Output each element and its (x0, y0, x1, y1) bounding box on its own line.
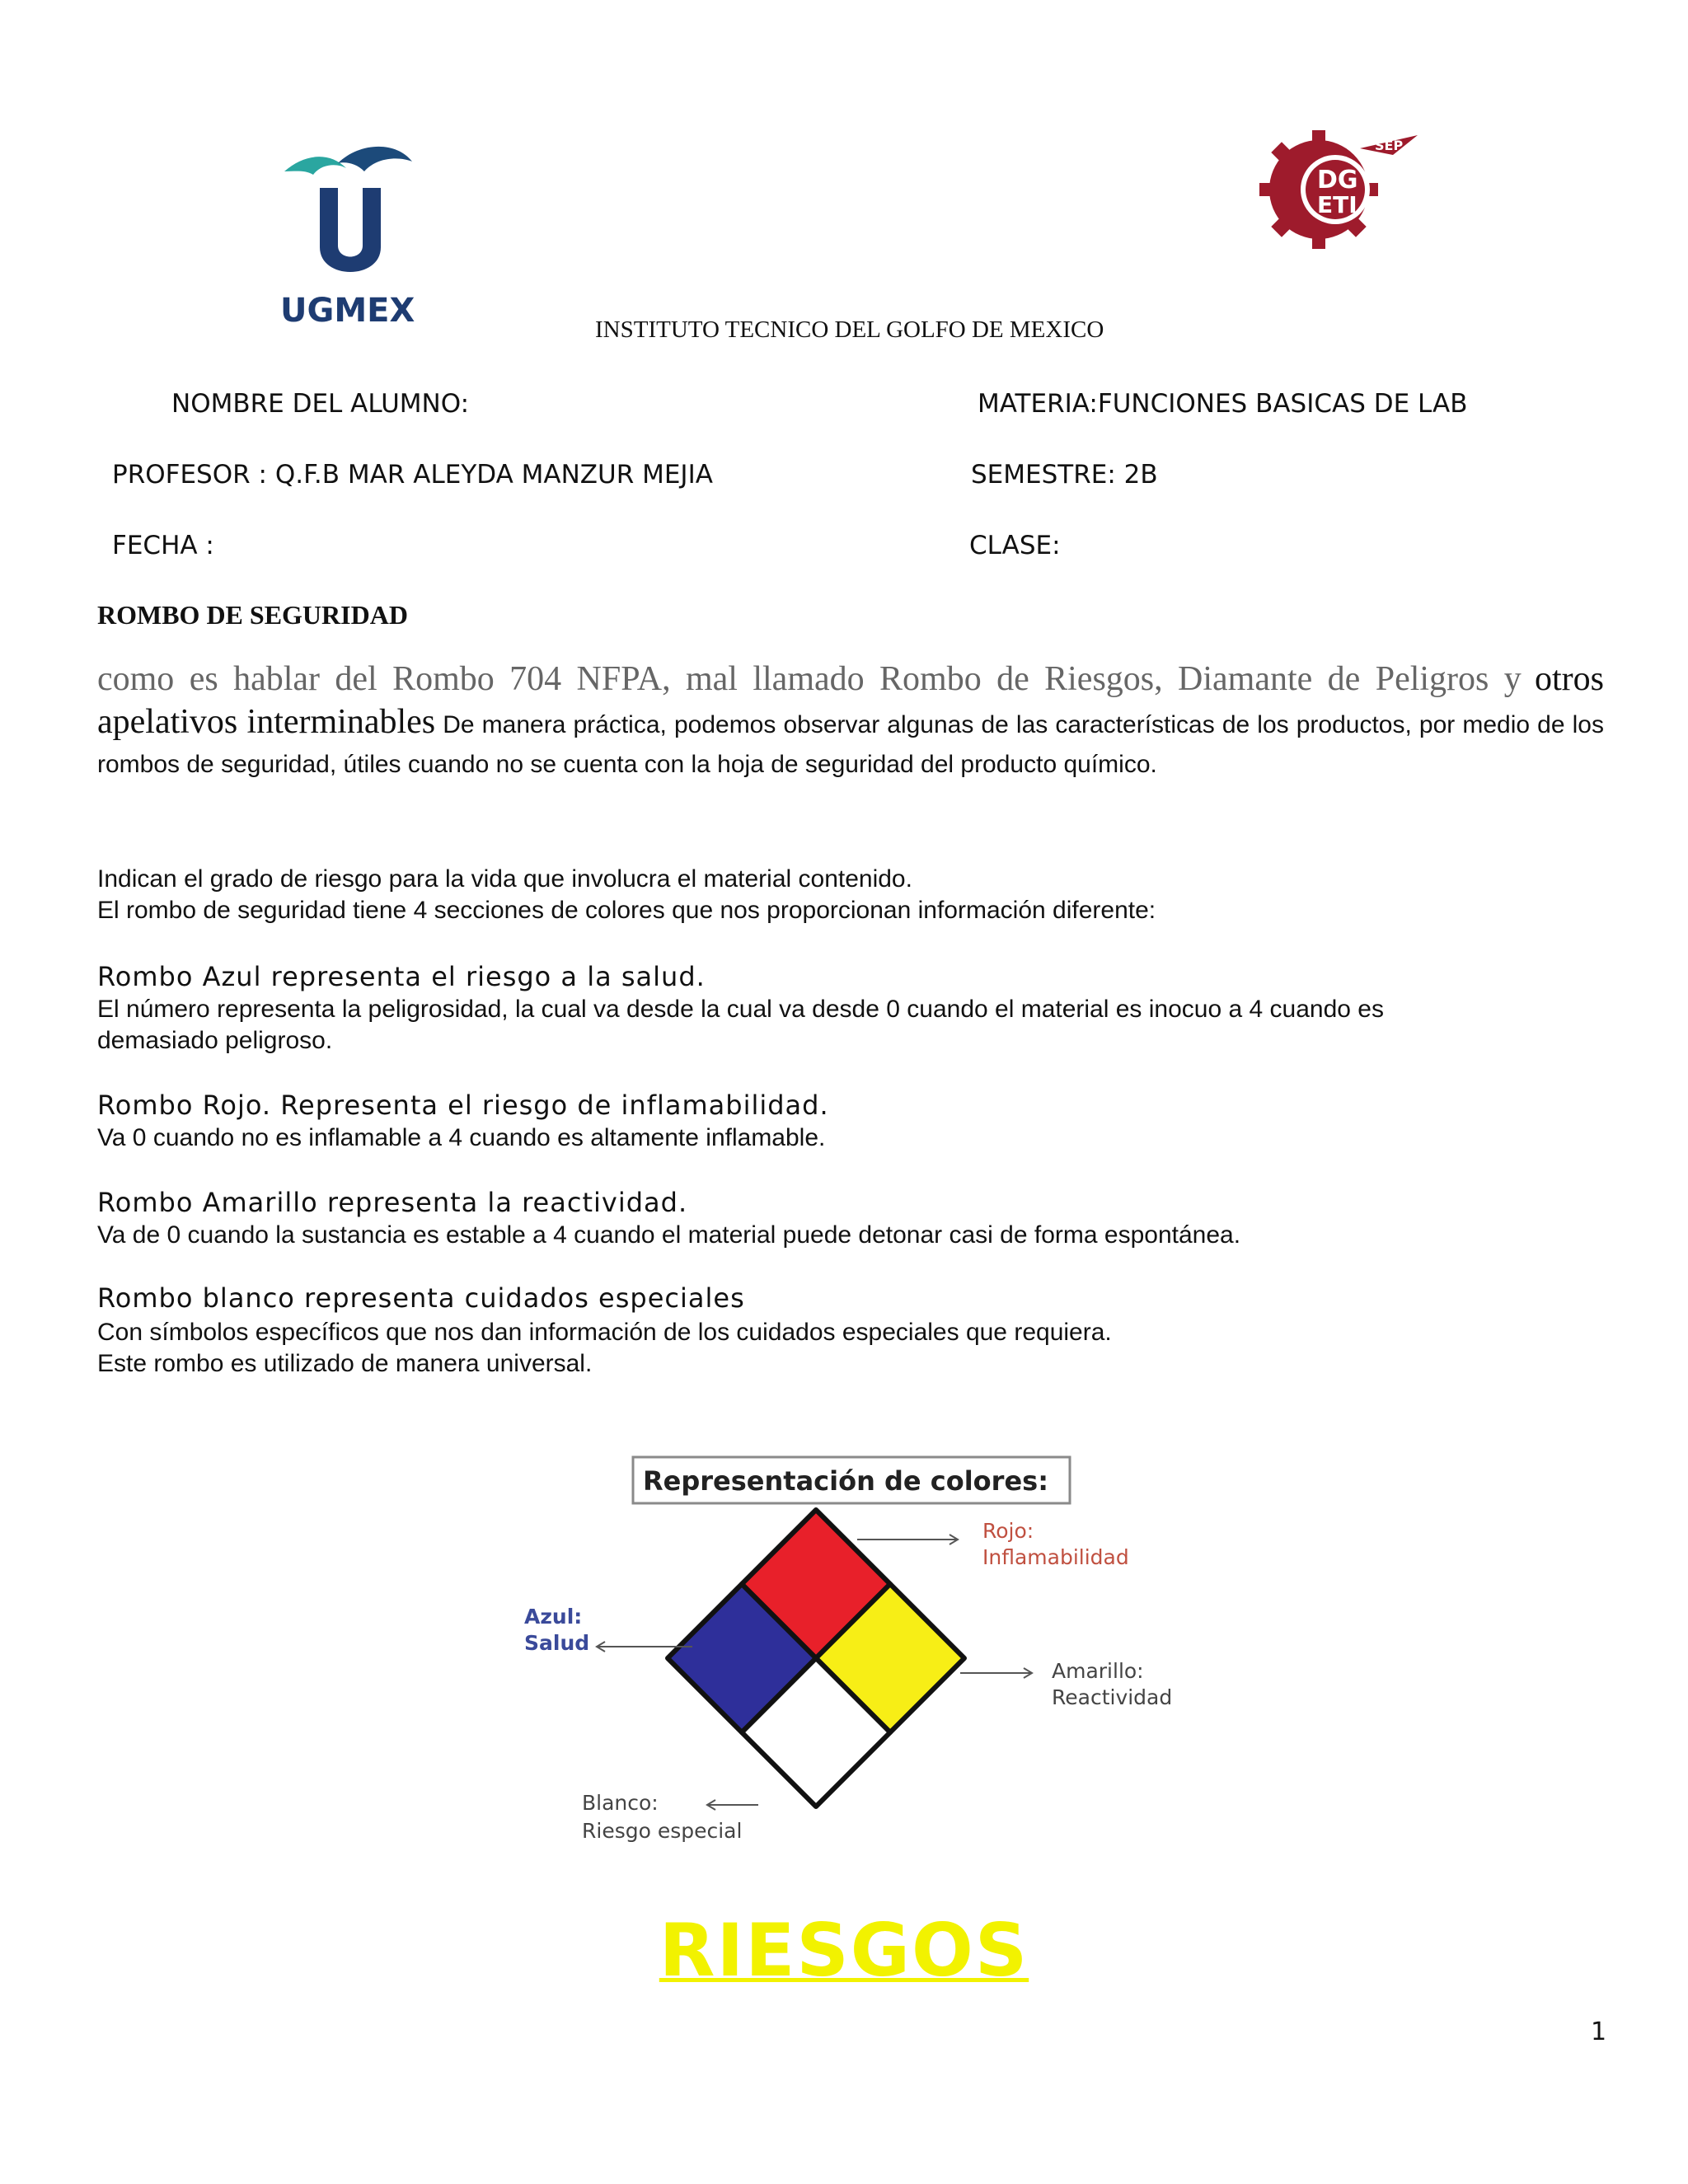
student-name-label: NOMBRE DEL ALUMNO: (171, 389, 470, 419)
intro-part3: De manera práctica, podemos observar algunas de las características de los productos, por medio de los rombos de seguridad, útiles cuando no se cuenta con la hoja de seguridad del producto químico. (97, 711, 1604, 778)
red-line1: Va 0 cuando no es inflamable a 4 cuando es altamente inflamable. (97, 1124, 826, 1151)
blue-line1: El número representa la peligrosidad, la cual va desde la cual va desde 0 cuando el material es inocuo a 4 cuando es (97, 996, 1384, 1023)
svg-text:SEP: SEP (1375, 138, 1404, 153)
label-white-2: Riesgo especial (582, 1819, 743, 1843)
svg-text:ETI: ETI (1317, 191, 1357, 218)
paragraph1-line2: El rombo de seguridad tiene 4 secciones de colores que nos proporcionan información diferente: (97, 897, 1156, 924)
intro-part2: otros apelativos interminables (97, 660, 1604, 741)
semester-label: SEMESTRE: 2B (971, 460, 1158, 490)
label-yellow-1: Amarillo: (1052, 1659, 1144, 1683)
professor-label: PROFESOR : Q.F.B MAR ALEYDA MANZUR MEJIA (112, 460, 713, 490)
institute-title: INSTITUTO TECNICO DEL GOLFO DE MEXICO (595, 316, 1104, 343)
label-white-1: Blanco: (582, 1791, 659, 1815)
paragraph1-line1: Indican el grado de riesgo para la vida que involucra el material contenido. (97, 865, 912, 893)
class-label: CLASE: (969, 531, 1061, 560)
yellow-line1: Va de 0 cuando la sustancia es estable a 4 cuando el material puede detonar casi de forma espontánea. (97, 1221, 1241, 1249)
label-blue-1: Azul: (524, 1605, 583, 1629)
label-red-1: Rojo: (982, 1519, 1034, 1543)
diagram-title: Representación de colores: (643, 1465, 1048, 1497)
intro-part1: como es hablar del Rombo 704 NFPA, mal llamado Rombo de Riesgos, Diamante de Peligros y (97, 660, 1522, 698)
nfpa-diamond-diagram (495, 1434, 1187, 1871)
label-yellow-2: Reactividad (1052, 1685, 1173, 1709)
ugmex-logo (280, 138, 420, 328)
dolphin-icon (284, 157, 346, 175)
blue-title: Rombo Azul representa el riesgo a la salud. (97, 961, 706, 992)
dolphin-icon (338, 147, 412, 171)
yellow-title: Rombo Amarillo representa la reactividad. (97, 1187, 688, 1218)
label-red-2: Inflamabilidad (982, 1545, 1129, 1569)
label-blue-2: Salud (524, 1631, 590, 1655)
svg-text:DG: DG (1317, 166, 1358, 194)
nfpa-diamond (668, 1510, 964, 1807)
date-label: FECHA : (112, 531, 214, 560)
red-title: Rombo Rojo. Representa el riesgo de inflamabilidad. (97, 1090, 829, 1121)
white-line1: Con símbolos específicos que nos dan información de los cuidados especiales que requiera. (97, 1319, 1112, 1346)
intro-paragraph (97, 659, 1604, 785)
page-number: 1 (1591, 2018, 1607, 2046)
section-title: ROMBO DE SEGURIDAD (97, 600, 408, 630)
white-title: Rombo blanco representa cuidados especiales (97, 1282, 745, 1314)
white-line2: Este rombo es utilizado de manera universal. (97, 1350, 593, 1377)
blue-line2: demasiado peligroso. (97, 1027, 333, 1054)
subject-label: MATERIA:FUNCIONES BASICAS DE LAB (978, 389, 1468, 419)
riesgos-heading: RIESGOS (659, 1908, 1029, 1993)
ugmex-text: UGMEX (280, 292, 415, 328)
dgeti-logo (1245, 124, 1434, 255)
